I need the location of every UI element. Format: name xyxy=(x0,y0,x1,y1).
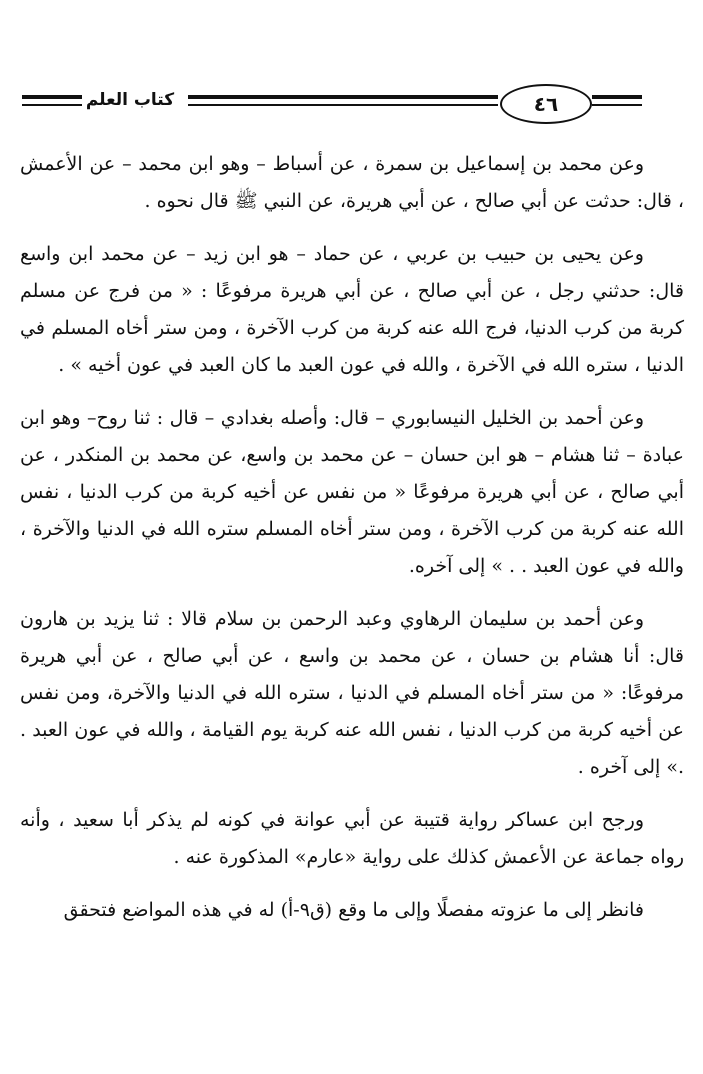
header-rule-middle-bottom xyxy=(188,104,498,106)
header-rule-middle-top xyxy=(188,95,498,99)
page-number: ٤٦ xyxy=(500,84,592,124)
paragraph: وعن يحيى بن حبيب بن عربي ، عن حماد – هو ابن زيد – عن محمد ابن واسع قال: حدثني رجل ، عن أبي صالح ، عن أبي هريرة مرفوعًا : « من فرج عن مسلم كربة من كرب الدنيا، فرج الله عنه كربة من كرب الآخرة ، ومن ستر أخاه المسلم في الدنيا ، ستره الله في الآخرة ، والله في عون العبد ما كان العبد في عون أخيه » . xyxy=(20,243,684,376)
paragraph: فانظر إلى ما عزوته مفصلًا وإلى ما وقع (ق٩-أ) له في هذه المواضع فتحقق xyxy=(63,899,644,921)
paragraph: وعن محمد بن إسماعيل بن سمرة ، عن أسباط – وهو ابن محمد – عن الأعمش ، قال: حدثت عن أبي صالح ، عن أبي هريرة، عن النبي ﷺ قال نحوه . xyxy=(20,153,684,212)
paragraph: وعن أحمد بن سليمان الرهاوي وعبد الرحمن بن سلام قالا : ثنا يزيد بن هارون قال: أنا هشام بن حسان ، عن محمد بن واسع ، عن أبي صالح ، عن أبي هريرة مرفوعًا: « من ستر أخاه المسلم في الدنيا ، ستره الله في الدنيا والآخرة، ومن نفس عن أخيه كربة من كرب الدنيا ، نفس الله عنه كربة يوم القيامة ، والله في عون العبد . .» إلى آخره . xyxy=(20,608,684,778)
header-rule-right-bottom xyxy=(592,104,642,106)
header-rule-right-top xyxy=(592,95,642,99)
page-header xyxy=(0,0,703,140)
section-title: كتاب العلم xyxy=(85,90,175,110)
paragraph: وعن أحمد بن الخليل النيسابوري – قال: وأصله بغدادي – قال : ثنا روح– وهو ابن عبادة – ثنا هشام – هو ابن حسان – عن محمد بن واسع، عن محمد بن المنكدر ، عن أبي صالح ، عن أبي هريرة مرفوعًا « من نفس عن أخيه كربة من كرب الدنيا ، نفس الله عنه كربة من كرب الآخرة ، ومن ستر أخاه المسلم ستره الله في الدنيا والآخرة ، والله في عون العبد . . » إلى آخره. xyxy=(20,407,684,577)
header-rule-left-top xyxy=(22,95,82,99)
paragraph: ورجح ابن عساكر رواية قتيبة عن أبي عوانة في كونه لم يذكر أبا سعيد ، وأنه رواه جماعة عن الأعمش كذلك على رواية «عارم» المذكورة عنه . xyxy=(20,809,684,868)
page-body xyxy=(20,146,684,945)
header-rule-left-bottom xyxy=(22,104,82,106)
